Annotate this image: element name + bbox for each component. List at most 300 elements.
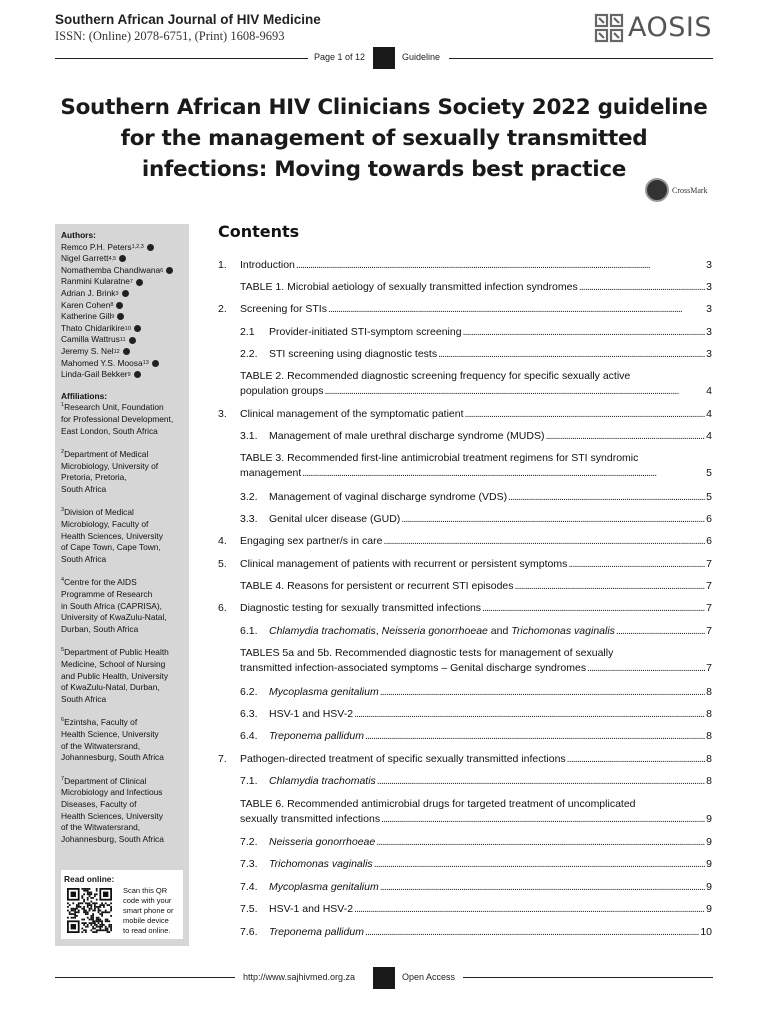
orcid-icon[interactable] [136,279,143,286]
toc-entry-title [240,407,464,422]
toc-title-part: Neisseria gonorrhoeae [269,836,376,848]
affiliation-line [61,729,184,741]
affiliation-line [61,624,184,636]
toc-entry[interactable] [218,835,712,850]
toc-title-part: and [487,625,512,637]
toc-entry-line [269,902,712,917]
toc-title-part: transmitted infection-associated symptoms – Genital discharge syndromes [240,662,587,674]
footer-rule-right [463,977,713,978]
toc-leader-dots [376,835,705,850]
affiliation-text: of the Witwatersrand, [61,740,141,751]
toc-entry-number: 3.1. [240,430,258,442]
footer-rule-left [55,977,235,978]
toc-entry-line [240,661,712,676]
toc-entry[interactable] [218,880,712,895]
toc-entry[interactable] [218,685,712,700]
affiliation-text: Department of Medical [64,449,149,460]
affiliation-text: Health Sciences, University [61,810,163,821]
affiliation-line [61,752,184,764]
affiliation-text: Programme of Research [61,589,153,600]
toc-page-number: 3 [706,281,712,293]
toc-leader-dots [354,707,705,722]
toc-entry-line [269,835,712,850]
author-name: Karen Cohen [61,299,111,310]
toc-entry-number: 6.3. [240,708,258,720]
toc-title-part: TABLE 3. Recommended first-line antimicrobial treatment regimens for STI syndromic [240,452,639,464]
toc-entry-title [240,601,481,616]
orcid-icon[interactable] [116,302,123,309]
toc-entry-number: 7.6. [240,926,258,938]
toc-title-part: Trichomonas vaginalis [511,625,615,637]
toc-page-number: 7 [706,625,712,637]
toc-page-number: 6 [706,535,712,547]
toc-entry-title [269,774,376,789]
toc-page-number: 7 [706,558,712,570]
toc-entry-title [269,925,364,940]
toc-entry-number: 7.3. [240,858,258,870]
affiliation-line [61,694,184,706]
toc-title-part: Neisseria gonorrhoeae [381,625,488,637]
toc-entry-title [240,534,382,549]
toc-leader-dots [568,557,705,572]
toc-title-part: Treponema pallidum [269,926,364,938]
toc-entry-number: 7.4. [240,881,258,893]
toc-title-part: TABLE 6. Recommended antimicrobial drugs for targeted treatment of uncomplicated [240,798,636,810]
toc-leader-dots [579,280,705,295]
toc-leader-dots [296,258,705,273]
toc-entry-line [269,347,712,362]
toc-entry-line [240,369,712,384]
author-name: Nomathemba Chandiwana [61,264,161,275]
toc-entry[interactable] [218,646,712,676]
affiliation-line [61,589,184,601]
affiliation-line [61,682,184,694]
affiliation-text: Centre for the AIDS [64,577,137,588]
toc-entry-number: 2.2. [240,348,258,360]
toc-entry-line [240,534,712,549]
toc-page-number: 8 [706,686,712,698]
toc-entry-number: 7. [218,753,227,765]
author-name: Adrian J. Brink [61,287,116,298]
toc-entry-number: 7.2. [240,836,258,848]
author-item[interactable]: Nomathemba Chandiwana 6 [61,265,184,277]
toc-title-part: management [240,467,302,479]
toc-leader-dots [465,407,706,422]
qr-text-line: smart phone or [123,906,174,915]
toc-entry[interactable] [218,774,712,789]
affiliation-item [61,647,184,705]
affiliation-line [61,659,184,671]
toc-entry[interactable] [218,707,712,722]
author-list [61,242,184,381]
toc-title-part: Screening for STIs [240,303,327,315]
toc-entry-number: 3.3. [240,513,258,525]
toc-page-number: 3 [706,348,712,360]
toc-title-part: sexually transmitted infections [240,813,381,825]
author-name: Nigel Garrett [61,253,109,264]
header-rule-left [55,58,308,59]
affiliation-line [61,414,184,426]
affiliation-text: Department of Clinical [64,775,147,786]
affiliation-line [61,612,184,624]
toc-title-part: TABLE 2. Recommended diagnostic screening frequency for specific sexually active [240,370,631,382]
toc-entry-line [269,925,712,940]
toc-entry-number: 6.4. [240,730,258,742]
affiliation-line [61,741,184,753]
toc-entry[interactable] [218,407,712,422]
author-name: Remco P.H. Peters [61,241,132,252]
toc-entry-title [269,490,507,505]
affiliation-line [61,542,184,554]
toc-page-number: 5 [706,491,712,503]
affiliation-text: Microbiology, University of [61,460,159,471]
toc-page-number: 9 [706,881,712,893]
toc-title-part: TABLES 5a and 5b. Recommended diagnostic tests for management of sexually [240,647,614,659]
toc-page-number: 8 [706,730,712,742]
affiliation-line [61,834,184,846]
crossmark-badge[interactable] [645,178,708,202]
toc-entry-title [240,661,586,676]
affiliation-text: South Africa [61,483,107,494]
toc-title-part: Mycoplasma genitalium [269,881,379,893]
affiliation-list [61,402,184,845]
toc-page-number: 9 [706,813,712,825]
toc-title-part: Provider-initiated STI-symptom screening [269,326,462,338]
toc-entry[interactable] [218,925,712,940]
toc-entry-number: 3.2. [240,491,258,503]
affiliation-number: 7 [61,775,65,782]
author-item[interactable]: Katherine Gill 9 [61,311,184,323]
header-black-square [373,47,395,69]
affiliation-item [61,507,184,565]
author-item[interactable]: Linda-Gail Bekker 9 [61,369,184,381]
toc-page-number: 8 [706,708,712,720]
author-item[interactable]: Camilla Wattrus 11 [61,334,184,346]
toc-entry-title [269,347,437,362]
toc-title-part: Chlamydia trachomatis [269,775,376,787]
logo-text: AOSIS [628,12,712,43]
toc-entry[interactable] [218,325,712,340]
toc-page-number: 7 [706,580,712,592]
affiliation-line [61,531,184,543]
toc-page-number: 9 [706,903,712,915]
toc-entry-title [240,369,630,384]
toc-page-number: 5 [706,467,712,479]
affiliation-text: Durban, South Africa [61,623,139,634]
toc-entry[interactable] [218,302,712,317]
toc-leader-dots [365,729,705,744]
affiliation-text: Division of Medical [64,507,134,518]
affiliation-text: of KwaZulu-Natal, Durban, [61,682,160,693]
toc-entry-line [240,407,712,422]
footer-black-square [373,967,395,989]
author-item[interactable]: Karen Cohen 8 [61,300,184,312]
toc-leader-dots [380,685,705,700]
issn: ISSN: (Online) 2078-6751, (Print) 1608-9693 [55,29,285,43]
toc-entry-line [240,752,712,767]
toc-page-number: 10 [700,926,712,938]
affiliation-number: 1 [61,402,65,409]
affiliation-text: Health Science, University [61,728,159,739]
open-access-label: Open Access [402,972,456,982]
toc-entry[interactable] [218,601,712,616]
author-item[interactable]: Nigel Garrett 4,5 [61,253,184,265]
qr-instructions [123,886,173,936]
author-item[interactable]: Ranmini Kularatne 7 [61,276,184,288]
orcid-icon[interactable] [117,313,124,320]
toc-entry-line [240,451,712,466]
toc-title-part: Engaging sex partner/s in care [240,535,383,547]
toc-page-number: 4 [706,430,712,442]
author-name: Jeremy S. Nel [61,345,114,356]
authors-heading: Authors: [61,230,96,240]
toc-entry[interactable] [218,729,712,744]
toc-entry-line [269,325,712,340]
affiliation-line [61,449,184,461]
author-item[interactable]: Mahomed Y.S. Moosa 13 [61,358,184,370]
contents-heading: Contents [218,222,300,241]
toc-title-part: , [375,625,382,637]
toc-entry-title [240,646,613,661]
author-name: Katherine Gill [61,311,112,322]
toc-entry-title [269,685,379,700]
toc-title-part: population groups [240,385,324,397]
toc-leader-dots [328,302,705,317]
author-name: Camilla Wattrus [61,334,120,345]
author-name: Linda-Gail Bekker [61,369,128,380]
toc-entry-line [240,384,712,399]
author-item[interactable]: Adrian J. Brink 3 [61,288,184,300]
toc-leader-dots [438,347,705,362]
affiliation-number: 6 [61,717,65,724]
affiliation-text: University of KwaZulu-Natal, [61,612,167,623]
affiliation-text: Research Unit, Foundation [64,402,164,413]
toc-entry[interactable] [218,857,712,872]
crossmark-icon [645,178,669,202]
toc-entry-title [269,429,544,444]
toc-entry[interactable] [218,579,712,594]
crossmark-label: CrossMark [672,185,708,195]
toc-leader-dots [545,429,705,444]
qr-text-line: Scan this QR [123,886,168,895]
affiliation-line [61,507,184,519]
toc-page-number: 3 [706,303,712,315]
toc-entry[interactable] [218,369,712,399]
toc-entry[interactable] [218,347,712,362]
toc-entry-number: 1. [218,259,227,271]
affiliation-text: Pretoria, Pretoria, [61,472,127,483]
toc-leader-dots [515,579,706,594]
affiliation-text: Department of Public Health [64,647,169,658]
toc-entry-number: 3. [218,408,227,420]
toc-leader-dots [377,774,705,789]
toc-entry-title [269,512,400,527]
aosis-logo-icon [594,13,624,43]
qr-text-line: code with your [123,896,172,905]
journal-url-link[interactable]: http://www.sajhivmed.org.za [243,972,356,982]
title-line: infections: Moving towards best practice [141,157,627,182]
toc-title-part: Management of male urethral discharge syndrome (MUDS) [269,430,545,442]
toc-entry[interactable] [218,490,712,505]
toc-entry[interactable] [218,258,712,273]
affiliation-line [61,822,184,834]
toc-title-part: Chlamydia trachomatis [269,625,376,637]
toc-entry-line [240,466,712,481]
article-title [40,92,728,185]
toc-entry-line [269,429,712,444]
toc-entry-title [240,451,638,466]
orcid-icon[interactable] [123,348,130,355]
title-line: Southern African HIV Clinicians Society 2022 guideline [60,95,708,120]
article-type: Guideline [402,52,441,62]
toc-entry-title [240,384,323,399]
toc-entry[interactable] [218,797,712,827]
affiliation-item [61,449,184,495]
toc-entry-title [269,325,462,340]
toc-page-number: 4 [706,385,712,397]
toc-entry-title [240,812,380,827]
orcid-icon[interactable] [147,244,154,251]
toc-leader-dots [380,880,705,895]
affiliation-line [61,717,184,729]
affiliation-line [61,519,184,531]
toc-leader-dots [463,325,706,340]
toc-title-part: TABLE 1. Microbial aetiology of sexually transmitted infection syndromes [240,281,578,293]
author-sidebar [55,224,189,946]
toc-entry-line [269,512,712,527]
toc-title-part: Clinical management of the symptomatic patient [240,408,464,420]
toc-entry-number: 7.5. [240,903,258,915]
toc-title-part: Introduction [240,259,295,271]
toc-entry-number: 4. [218,535,227,547]
toc-title-part: HSV-1 and HSV-2 [269,903,354,915]
toc-entry-title [240,302,327,317]
toc-entry-line [240,601,712,616]
qr-code-icon[interactable] [67,888,112,933]
toc-entry-line [269,774,712,789]
toc-entry[interactable] [218,534,712,549]
toc-entry-number: 5. [218,558,227,570]
toc-page-number: 9 [706,836,712,848]
read-online-box[interactable] [61,870,183,939]
affiliation-line [61,787,184,799]
affiliation-text: Microbiology, Faculty of [61,519,149,530]
toc-entry-title [269,707,353,722]
toc-page-number: 6 [706,513,712,525]
orcid-icon[interactable] [134,371,141,378]
author-item[interactable]: Thato Chidarikire 10 [61,323,184,335]
affiliation-line [61,601,184,613]
toc-entry-line [269,707,712,722]
publisher-logo[interactable] [594,13,712,43]
toc-entry-number: 6.2. [240,686,258,698]
affiliation-text: East London, South Africa [61,425,158,436]
toc-entry-title [269,729,364,744]
affiliation-text: South Africa [61,553,107,564]
toc-leader-dots [401,512,705,527]
toc-page-number: 8 [706,775,712,787]
toc-entry-number: 2.1 [240,326,255,338]
toc-entry-line [240,557,712,572]
toc-entry-line [240,579,712,594]
affiliation-line [61,484,184,496]
toc-leader-dots [482,601,705,616]
affiliation-line [61,811,184,823]
affiliation-number: 3 [61,507,65,514]
toc-leader-dots [616,624,705,639]
toc-entry[interactable] [218,280,712,295]
author-item[interactable]: Remco P.H. Peters 1,2,3 [61,242,184,254]
toc-title-part: Diagnostic testing for sexually transmitted infections [240,602,482,614]
toc-entry-number: 6. [218,602,227,614]
orcid-icon[interactable] [119,255,126,262]
toc-entry-title [240,466,301,481]
toc-entry-title [240,752,566,767]
toc-entry-title [240,557,567,572]
toc-page-number: 7 [706,602,712,614]
journal-title: Southern African Journal of HIV Medicine [55,12,321,27]
toc-entry-number: 2. [218,303,227,315]
affiliation-number: 4 [61,577,65,584]
affiliation-text: Ezintsha, Faculty of [64,717,138,728]
affiliation-text: of the Witwatersrand, [61,822,141,833]
toc-entry-title [240,797,636,812]
toc-title-part: Genital ulcer disease (GUD) [269,513,401,525]
toc-title-part: Clinical management of patients with recurrent or persistent symptoms [240,558,568,570]
toc-entry[interactable] [218,557,712,572]
title-line: for the management of sexually transmitted [120,126,648,151]
toc-entry[interactable] [218,429,712,444]
toc-entry[interactable] [218,512,712,527]
toc-entry[interactable] [218,451,712,481]
orcid-icon[interactable] [166,267,173,274]
orcid-icon[interactable] [152,360,159,367]
page-number: Page 1 of 12 [314,52,366,62]
affiliation-item [61,402,184,437]
toc-title-part: Mycoplasma genitalium [269,686,379,698]
affiliation-item [61,577,184,635]
toc-entry[interactable] [218,902,712,917]
toc-title-part: Pathogen-directed treatment of specific sexually transmitted infections [240,753,566,765]
toc-entry-line [240,302,712,317]
toc-leader-dots [324,384,705,399]
toc-entry-line [240,646,712,661]
toc-leader-dots [354,902,705,917]
affiliation-line [61,461,184,473]
orcid-icon[interactable] [122,290,129,297]
affiliation-number: 5 [61,647,65,654]
affiliation-text: Microbiology and Infectious [61,787,163,798]
toc-entry[interactable] [218,752,712,767]
orcid-icon[interactable] [134,325,141,332]
toc-entry-number: 7.1. [240,775,258,787]
toc-entry-title [240,258,295,273]
toc-entry-line [240,280,712,295]
toc-entry-number: 6.1. [240,625,258,637]
affiliation-text: South Africa [61,693,107,704]
toc-entry[interactable] [218,624,712,639]
toc-title-part: STI screening using diagnostic tests [269,348,438,360]
affiliation-text: Medicine, School of Nursing [61,659,166,669]
toc-page-number: 4 [706,408,712,420]
header-rule-right [449,58,713,59]
orcid-icon[interactable] [129,337,136,344]
affiliation-line [61,472,184,484]
affiliations-heading: Affiliations: [61,390,108,401]
author-item[interactable]: Jeremy S. Nel 12 [61,346,184,358]
affiliation-line [61,799,184,811]
toc-page-number: 8 [706,753,712,765]
